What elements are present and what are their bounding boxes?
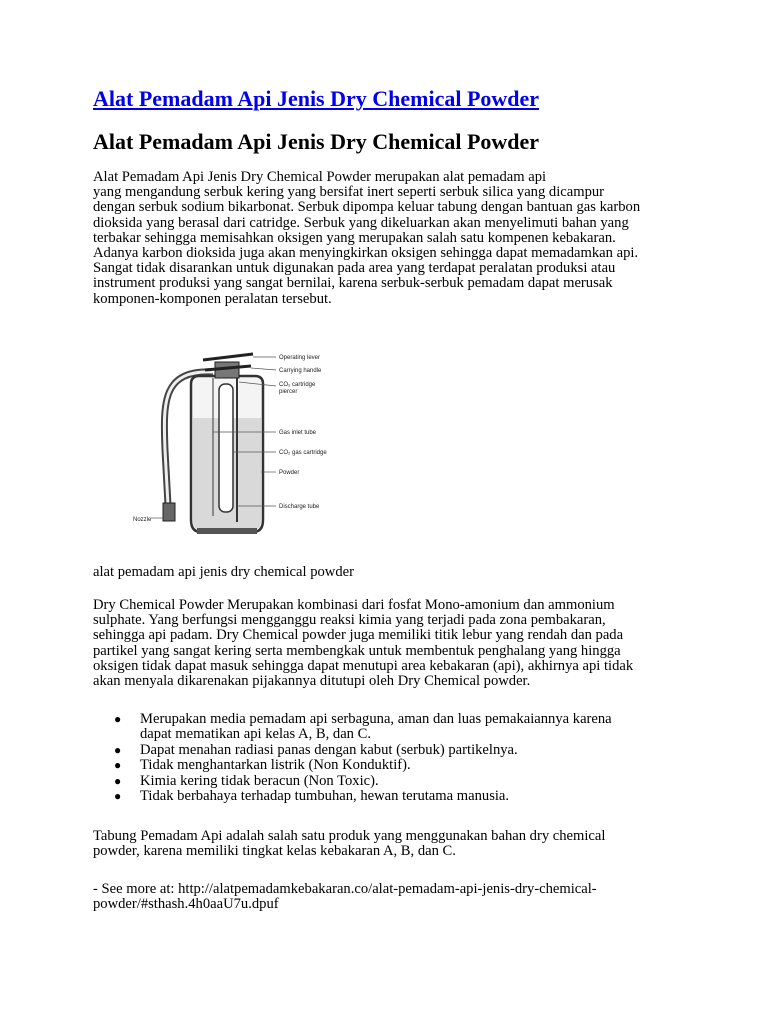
label-gas-inlet-tube: Gas inlet tube <box>279 430 317 436</box>
article-heading: Alat Pemadam Api Jenis Dry Chemical Powder <box>93 129 540 154</box>
powder-line: partikel yang sangat kering serta membengkak untuk membentuk penghalang yang hingga <box>93 642 621 659</box>
powder-line: oksigen tidak dapat masuk sehingga dapat menutupi area kebakaran (api), akhirnya api tidak <box>93 657 634 674</box>
intro-paragraph <box>93 170 683 307</box>
label-nozzle: Nozzle <box>133 517 152 523</box>
intro-line: yang mengandung serbuk kering yang bersifat inert seperti serbuk silica yang dicampur <box>93 184 605 201</box>
label-co2-piercer-2: piercer <box>279 389 298 395</box>
list-item <box>93 774 693 789</box>
benefits-list <box>93 712 693 804</box>
bullet-dot: ● <box>114 712 122 726</box>
article-title-link[interactable]: Alat Pemadam Api Jenis Dry Chemical Powder <box>93 86 540 111</box>
figure-caption: alat pemadam api jenis dry chemical powder <box>93 564 354 580</box>
intro-line: komponen-komponen peralatan tersebut. <box>93 290 332 307</box>
nozzle-shape <box>163 503 175 521</box>
intro-line: terbakar sehingga memisahkan oksigen yang merupakan salah satu kompenen kebakaran. <box>93 229 616 246</box>
list-item <box>93 758 693 773</box>
list-item <box>93 789 693 804</box>
label-carrying-handle: Carrying handle <box>279 368 322 374</box>
source-line: powder/#sthash.4h0aaU7u.dpuf <box>93 896 279 913</box>
list-item <box>93 712 693 743</box>
powder-line: akan menyala dikarenakan pijakannya ditutupi oleh Dry Chemical powder. <box>93 673 531 690</box>
label-co2-piercer-1: CO₂ cartridge <box>279 382 316 388</box>
bullet-dot: ● <box>114 758 122 773</box>
list-item-text: Kimia kering tidak beracun (Non Toxic). <box>140 772 379 789</box>
powder-paragraph <box>93 598 683 689</box>
source-paragraph <box>93 882 683 912</box>
bullet-dot: ● <box>114 789 122 804</box>
intro-line: instrument produksi yang sangat bernilai, karena serbuk-serbuk pemadam dapat merusak <box>93 275 613 292</box>
list-item <box>93 743 693 758</box>
extinguisher-svg <box>93 340 393 540</box>
closing-line: powder, karena memiliki tingkat kelas kebakaran A, B, dan C. <box>93 843 456 860</box>
list-item-text: dapat mematikan api kelas A, B, dan C. <box>140 726 372 743</box>
label-powder: Powder <box>279 470 300 476</box>
list-item-text: Dapat menahan radiasi panas dengan kabut (serbuk) partikelnya. <box>140 741 518 758</box>
intro-line: Sangat tidak disarankan untuk digunakan pada area yang terdapat peralatan produksi atau <box>93 260 616 277</box>
label-operating-lever: Operating lever <box>279 355 321 361</box>
label-co2-gas-cartridge: CO₂ gas cartridge <box>279 450 327 456</box>
list-item-text: Tidak berbahaya terhadap tumbuhan, hewan terutama manusia. <box>140 788 510 805</box>
label-discharge-tube: Discharge tube <box>279 504 320 510</box>
powder-line: sehingga api padam. Dry Chemical powder juga memiliki titik lebur yang rendah dan pada <box>93 627 624 644</box>
source-line: - See more at: http://alatpemadamkebakaran.co/alat-pemadam-api-jenis-dry-chemical- <box>93 881 597 897</box>
intro-line: dioksida yang berasal dari catridge. Serbuk yang dikeluarkan akan menyelimuti bahan yang <box>93 214 629 231</box>
powder-line: sulphate. Yang berfungsi mengganggu reaksi kimia yang terjadi pada zona pembakaran, <box>93 612 606 629</box>
cylinder-base <box>197 528 257 534</box>
powder-line: Dry Chemical Powder Merupakan kombinasi dari fosfat Mono-amonium dan ammonium <box>93 597 615 613</box>
list-item-text: Tidak menghantarkan listrik (Non Konduktif). <box>140 757 411 774</box>
bullet-dot: ● <box>114 742 122 757</box>
bullet-dot: ● <box>114 773 122 788</box>
intro-line: Adanya karbon dioksida juga akan menyingkirkan oksigen sehingga dapat memadamkan api. <box>93 245 639 262</box>
intro-line: dengan serbuk sodium bikarbonat. Serbuk dipompa keluar tabung dengan bantuan gas karbon <box>93 199 641 216</box>
list-item-text: Merupakan media pemadam api serbaguna, aman dan luas pemakaiannya karena <box>140 711 612 727</box>
intro-line: Alat Pemadam Api Jenis Dry Chemical Powder merupakan alat pemadam api <box>93 169 547 185</box>
fire-extinguisher-diagram <box>93 340 393 540</box>
closing-line: Tabung Pemadam Api adalah salah satu produk yang menggunakan bahan dry chemical <box>93 828 606 844</box>
gas-cartridge-shape <box>219 384 233 512</box>
closing-paragraph <box>93 829 683 859</box>
